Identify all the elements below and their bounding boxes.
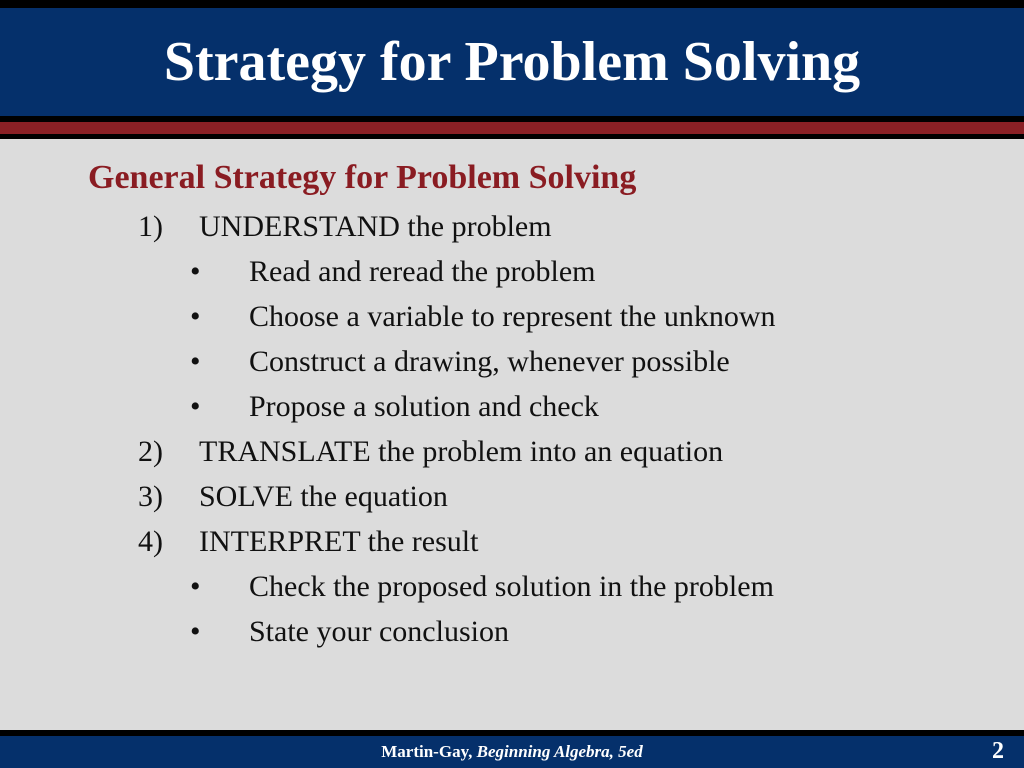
list-marker: 3) [138, 480, 163, 513]
list-item-text: SOLVE the equation [199, 480, 448, 513]
citation-book: Beginning Algebra, 5ed [476, 742, 643, 761]
citation [0, 742, 1024, 762]
slide-content [0, 139, 1024, 730]
bullet-icon: • [190, 300, 201, 333]
list-item-text: Choose a variable to represent the unknown [249, 300, 776, 333]
top-border [0, 0, 1024, 8]
list-item-text: State your conclusion [249, 615, 509, 648]
list-marker: 1) [138, 210, 163, 243]
page-number: 2 [992, 738, 1004, 764]
divider-red [0, 122, 1024, 134]
citation-author: Martin-Gay, [381, 742, 477, 761]
bullet-icon: • [190, 390, 201, 423]
title-bar [0, 8, 1024, 116]
bullet-icon: • [190, 615, 201, 648]
list-marker: 2) [138, 435, 163, 468]
bullet-icon: • [190, 255, 201, 288]
bullet-icon: • [190, 570, 201, 603]
list-item-text: Check the proposed solution in the problem [249, 570, 774, 603]
list-item-text: Construct a drawing, whenever possible [249, 345, 730, 378]
section-heading: General Strategy for Problem Solving [88, 159, 637, 196]
list-item-text: INTERPRET the result [199, 525, 479, 558]
list-marker: 4) [138, 525, 163, 558]
list-item-text: TRANSLATE the problem into an equation [199, 435, 724, 468]
list-item-text: Read and reread the problem [249, 255, 596, 288]
list-item-text: UNDERSTAND the problem [199, 210, 552, 243]
bullet-icon: • [190, 345, 201, 378]
list-item-text: Propose a solution and check [249, 390, 599, 423]
footer-bar [0, 736, 1024, 768]
slide-title: Strategy for Problem Solving [163, 31, 861, 93]
